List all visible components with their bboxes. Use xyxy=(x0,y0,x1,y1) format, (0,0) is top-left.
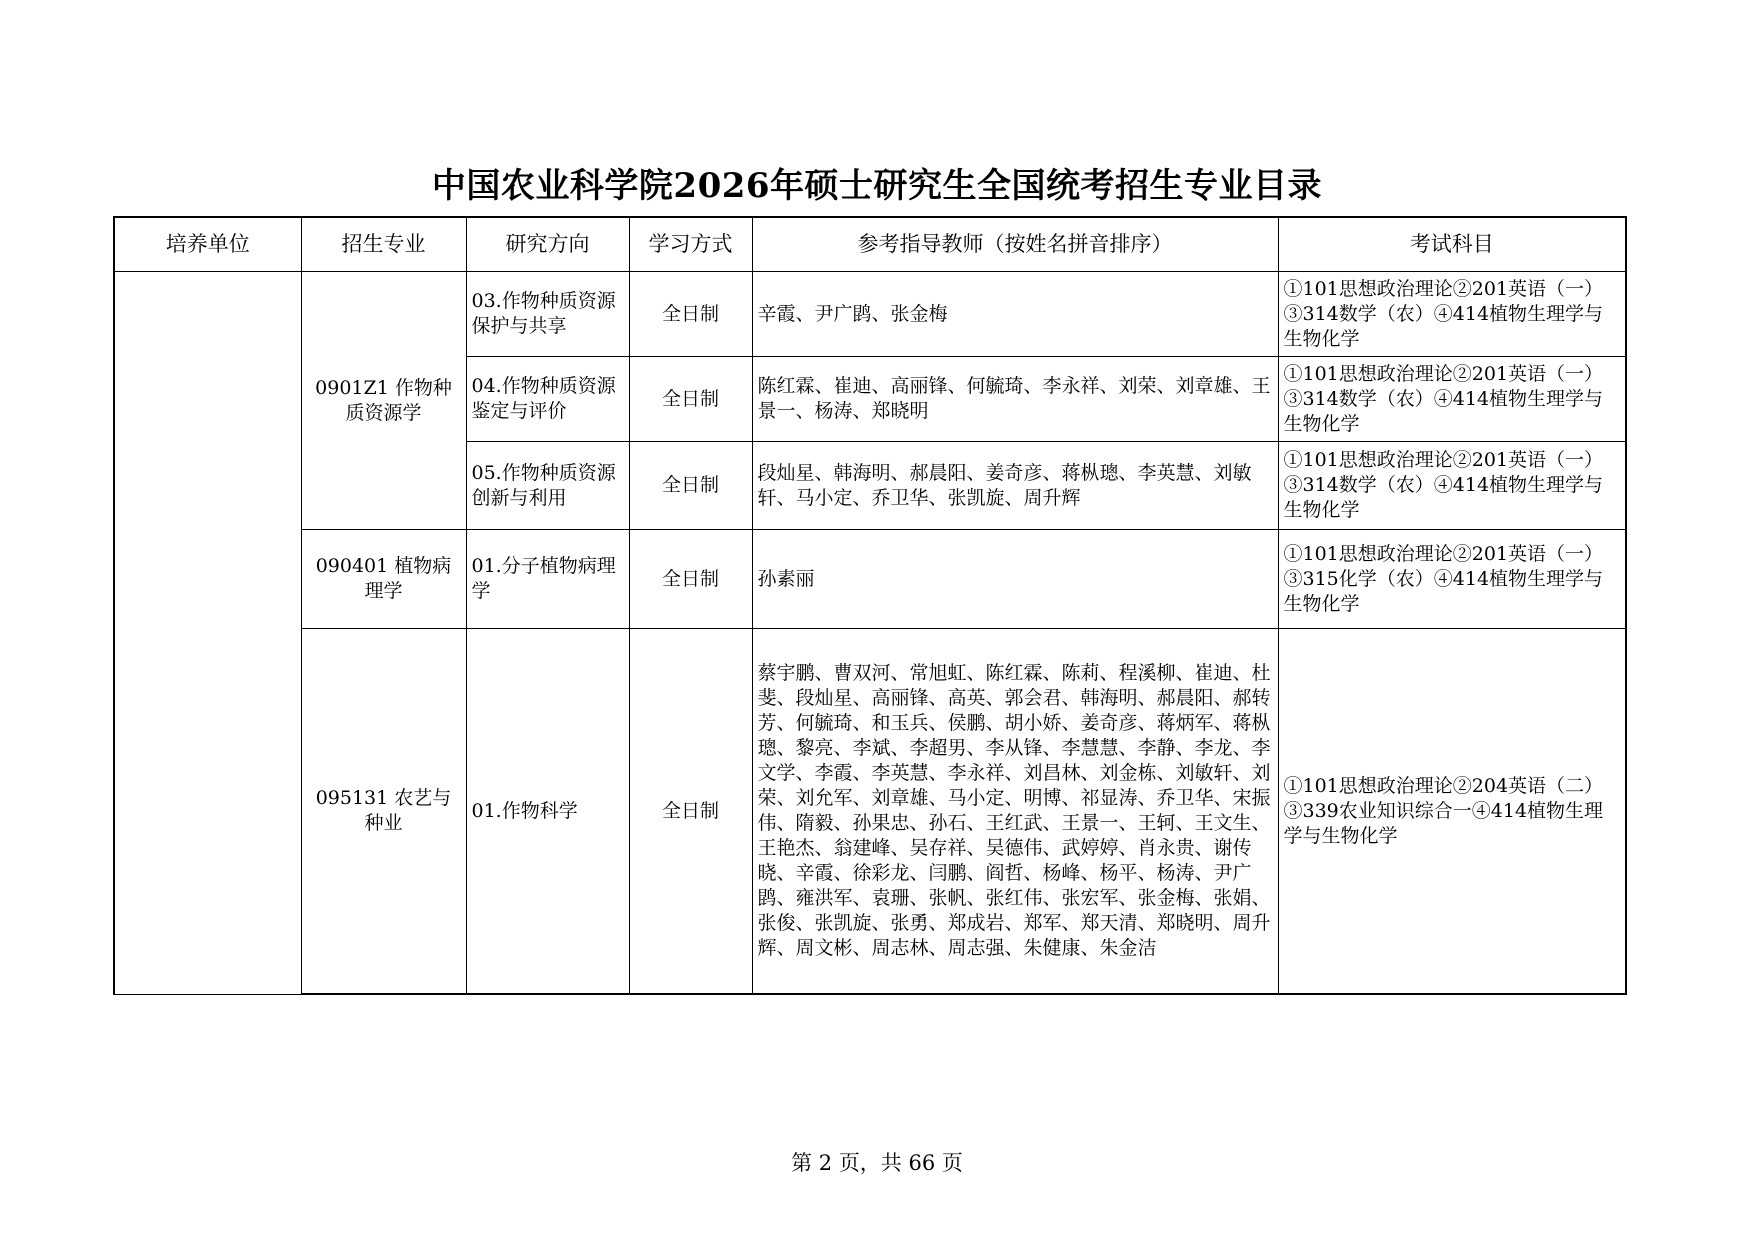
table-row xyxy=(114,272,1626,357)
direction-cell: 04.作物种质资源鉴定与评价 xyxy=(466,357,629,442)
advisors-cell: 陈红霖、崔迪、高丽锋、何毓琦、李永祥、刘荣、刘章雄、王景一、杨涛、郑晓明 xyxy=(752,357,1278,442)
header-major: 招生专业 xyxy=(301,217,466,272)
table-header-row xyxy=(114,217,1626,272)
advisors-cell: 孙素丽 xyxy=(752,530,1278,629)
direction-cell: 01.作物科学 xyxy=(466,629,629,995)
major-cell: 095131 农艺与种业 xyxy=(301,629,466,995)
mode-cell: 全日制 xyxy=(629,530,752,629)
page-suffix: 页 xyxy=(941,1151,963,1175)
page-middle: 页，共 xyxy=(838,1151,902,1175)
header-mode: 学习方式 xyxy=(629,217,752,272)
page-prefix: 第 xyxy=(791,1151,813,1175)
exams-cell: ①101思想政治理论②204英语（二）③339农业知识综合一④414植物生理学与生物化学 xyxy=(1278,629,1626,995)
page-footer xyxy=(0,1147,1754,1177)
page-total: 66 xyxy=(908,1151,936,1175)
exams-cell: ①101思想政治理论②201英语（一）③314数学（农）④414植物生理学与生物化学 xyxy=(1278,442,1626,530)
page-current: 2 xyxy=(818,1151,833,1175)
mode-cell: 全日制 xyxy=(629,357,752,442)
advisors-cell: 蔡宇鹏、曹双河、常旭虹、陈红霖、陈莉、程溪柳、崔迪、杜斐、段灿星、高丽锋、高英、郭会君、韩海明、郝晨阳、郝转芳、何毓琦、和玉兵、侯鹏、胡小娇、姜奇彦、蒋炳军、蒋枞璁、黎亮、李斌、李超男、李从锋、李慧慧、李静、李龙、李文学、李霞、李英慧、李永祥、刘昌林、刘金栋、刘敏轩、刘荣、刘允军、刘章雄、马小定、明博、祁显涛、乔卫华、宋振伟、隋毅、孙果忠、孙石、王红武、王景一、王轲、王文生、王艳杰、翁建峰、吴存祥、吴德伟、武婷婷、肖永贵、谢传晓、辛霞、徐彩龙、闫鹏、阎哲、杨峰、杨平、杨涛、尹广鹍、雍洪军、袁珊、张帆、张红伟、张宏军、张金梅、张娟、张俊、张凯旋、张勇、郑成岩、郑军、郑天清、郑晓明、周升辉、周文彬、周志林、周志强、朱健康、朱金洁 xyxy=(752,629,1278,995)
mode-cell: 全日制 xyxy=(629,629,752,995)
table-row xyxy=(114,629,1626,995)
header-exams: 考试科目 xyxy=(1278,217,1626,272)
advisors-cell: 辛霞、尹广鹍、张金梅 xyxy=(752,272,1278,357)
exams-cell: ①101思想政治理论②201英语（一）③315化学（农）④414植物生理学与生物化学 xyxy=(1278,530,1626,629)
major-cell: 0901Z1 作物种质资源学 xyxy=(301,272,466,530)
major-cell: 090401 植物病理学 xyxy=(301,530,466,629)
advisors-cell: 段灿星、韩海明、郝晨阳、姜奇彦、蒋枞璁、李英慧、刘敏轩、马小定、乔卫华、张凯旋、周升辉 xyxy=(752,442,1278,530)
exams-cell: ①101思想政治理论②201英语（一）③314数学（农）④414植物生理学与生物化学 xyxy=(1278,272,1626,357)
direction-cell: 05.作物种质资源创新与利用 xyxy=(466,442,629,530)
mode-cell: 全日制 xyxy=(629,442,752,530)
direction-cell: 01.分子植物病理学 xyxy=(466,530,629,629)
unit-cell xyxy=(114,272,301,995)
table-row xyxy=(114,530,1626,629)
page-title: 中国农业科学院2026年硕士研究生全国统考招生专业目录 xyxy=(431,166,1323,206)
catalog-table xyxy=(113,216,1627,995)
direction-cell: 03.作物种质资源保护与共享 xyxy=(466,272,629,357)
header-advisors: 参考指导教师（按姓名拼音排序） xyxy=(752,217,1278,272)
exams-cell: ①101思想政治理论②201英语（一）③314数学（农）④414植物生理学与生物化学 xyxy=(1278,357,1626,442)
header-direction: 研究方向 xyxy=(466,217,629,272)
header-unit: 培养单位 xyxy=(114,217,301,272)
mode-cell: 全日制 xyxy=(629,272,752,357)
